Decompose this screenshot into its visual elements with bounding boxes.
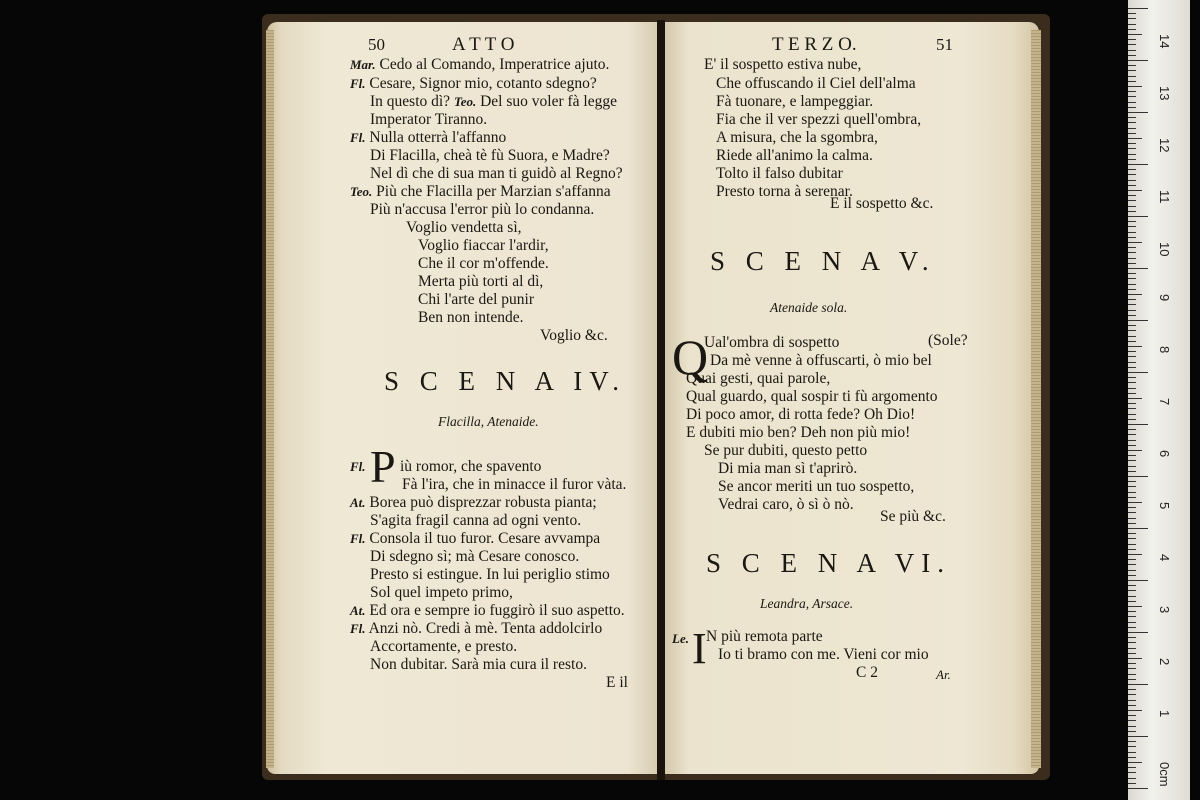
ruler-tick: [1128, 481, 1136, 482]
ruler-tick: [1128, 606, 1142, 607]
ruler-tick: [1128, 637, 1136, 638]
text-line: Fia che il ver spezzi quell'ombra,: [716, 111, 922, 128]
ruler-tick: [1128, 414, 1136, 415]
right-page-edges: [1031, 30, 1041, 768]
ruler-tick: [1128, 403, 1136, 404]
running-head: A T T O: [452, 34, 515, 55]
ruler-tick: [1128, 91, 1136, 92]
ruler-tick: [1128, 492, 1136, 493]
text-line: Io ti bramo con me. Vieni cor mio: [718, 646, 929, 663]
ruler-tick: [1128, 762, 1142, 763]
ruler-number: 5: [1157, 502, 1172, 510]
ruler-tick: [1128, 138, 1142, 139]
ruler-number: 0cm: [1157, 762, 1172, 787]
ruler-tick: [1128, 325, 1136, 326]
ruler-tick: [1128, 570, 1136, 571]
text-line: Da mè venne à offuscarti, ò mio bel: [710, 352, 932, 369]
text-line: Voglio vendetta sì,: [406, 219, 522, 236]
text-line: Di sdegno sì; mà Cesare conosco.: [370, 548, 580, 565]
left-page-edges: [266, 30, 274, 768]
text-line: Più n'accusa l'error più lo condanna.: [370, 201, 595, 218]
catchword: Ar.: [936, 667, 951, 682]
ruler-tick: [1128, 564, 1136, 565]
ruler-tick: [1128, 466, 1136, 467]
ruler-tick: [1128, 372, 1148, 373]
ruler-tick: [1128, 367, 1136, 368]
ruler-tick: [1128, 783, 1136, 784]
text-line: iù romor, che spavento: [400, 458, 542, 475]
ruler-tick: [1128, 336, 1136, 337]
ruler-tick: [1128, 273, 1136, 274]
ruler-tick: [1128, 476, 1148, 477]
ruler-tick: [1128, 206, 1136, 207]
ruler-tick: [1128, 616, 1136, 617]
text-line: Presto si estingue. In lui periglio stimo: [370, 566, 610, 583]
ruler-tick: [1128, 65, 1136, 66]
ruler-tick: [1128, 580, 1148, 581]
ruler-number: 9: [1157, 294, 1172, 302]
ruler-tick: [1128, 356, 1136, 357]
text-line: Riede all'animo la calma.: [716, 147, 873, 164]
drop-cap: Q: [672, 329, 709, 385]
ruler-tick: [1128, 8, 1148, 9]
ruler-number: 11: [1157, 190, 1172, 204]
ruler-tick: [1128, 237, 1136, 238]
ruler-tick: [1128, 554, 1142, 555]
ruler-tick: [1128, 575, 1136, 576]
ruler-tick: [1128, 190, 1142, 191]
ruler-tick: [1128, 601, 1136, 602]
ruler-number: 1: [1157, 710, 1172, 718]
measuring-ruler: [1128, 0, 1190, 800]
drop-cap: P: [370, 441, 396, 492]
ruler-tick: [1128, 278, 1136, 279]
text-line: Vedrai caro, ò sì ò nò.: [718, 496, 854, 513]
ruler-tick: [1128, 429, 1136, 430]
text-line: Qual guardo, qual sospir ti fù argomento: [686, 388, 938, 405]
text-line: Voglio &c.: [540, 327, 608, 344]
text-line: Merta più torti al dì,: [418, 273, 544, 290]
ruler-tick: [1128, 377, 1136, 378]
ruler-number: 6: [1157, 450, 1172, 458]
ruler-tick: [1128, 86, 1142, 87]
ruler-tick: [1128, 320, 1148, 321]
ruler-tick: [1128, 512, 1136, 513]
text-line: S'agita fragil canna ad ogni vento.: [370, 512, 582, 529]
ruler-tick: [1128, 674, 1136, 675]
text-line: Ben non intende.: [418, 309, 524, 326]
text-line: Se ancor meriti un tuo sospetto,: [718, 478, 915, 495]
ruler-tick: [1128, 310, 1136, 311]
ruler-tick: [1128, 502, 1142, 503]
text-line: Mar. Cedo al Comando, Imperatrice ajuto.: [350, 56, 610, 73]
ruler-tick: [1128, 60, 1148, 61]
ruler-tick: [1128, 221, 1136, 222]
ruler-number: 7: [1157, 398, 1172, 406]
ruler-tick: [1128, 107, 1136, 108]
ruler-tick: [1128, 497, 1136, 498]
ruler-tick: [1128, 96, 1136, 97]
text-line: Di poco amor, di rotta fede? Oh Dio!: [686, 406, 916, 423]
ruler-tick: [1128, 627, 1136, 628]
ruler-tick: [1128, 507, 1136, 508]
ruler-tick: [1128, 559, 1136, 560]
ruler-number: 4: [1157, 554, 1172, 562]
ruler-tick: [1128, 154, 1136, 155]
ruler-tick: [1128, 289, 1136, 290]
ruler-tick: [1128, 663, 1136, 664]
ruler-tick: [1128, 471, 1136, 472]
ruler-tick: [1128, 143, 1136, 144]
ruler-tick: [1128, 518, 1136, 519]
ruler-tick: [1128, 382, 1136, 383]
ruler-tick: [1128, 549, 1136, 550]
ruler-tick: [1128, 533, 1136, 534]
ruler-tick: [1128, 746, 1136, 747]
scene-characters: Flacilla, Atenaide.: [438, 414, 539, 429]
ruler-tick: [1128, 689, 1136, 690]
ruler-tick: [1128, 653, 1136, 654]
text-line: Fl. Cesare, Signor mio, cotanto sdegno?: [350, 75, 597, 92]
ruler-tick: [1128, 226, 1136, 227]
ruler-number: 12: [1157, 138, 1172, 153]
text-line: Presto torna à serenar.: [716, 183, 853, 200]
ruler-tick: [1128, 460, 1136, 461]
text-line: Fl. Consola il tuo furor. Cesare avvampa: [350, 530, 601, 547]
scene-title: S C E N A IV.: [384, 366, 627, 396]
ruler-tick: [1128, 122, 1136, 123]
ruler-tick: [1128, 24, 1136, 25]
scene-characters: Atenaide sola.: [770, 300, 848, 315]
ruler-tick: [1128, 252, 1136, 253]
ruler-tick: [1128, 523, 1136, 524]
ruler-tick: [1128, 710, 1142, 711]
ruler-tick: [1128, 247, 1136, 248]
ruler-tick: [1128, 13, 1136, 14]
ruler-tick: [1128, 258, 1136, 259]
text-line: At. Ed ora e sempre io fuggirò il suo aspetto.: [350, 602, 625, 619]
text-line: Che offuscando il Ciel dell'alma: [716, 75, 916, 92]
ruler-tick: [1128, 715, 1136, 716]
text-line: Accortamente, e presto.: [370, 638, 518, 655]
text-line: Se pur dubiti, questo petto: [704, 442, 868, 459]
ruler-tick: [1128, 731, 1136, 732]
signature-mark: C 2: [856, 664, 878, 681]
ruler-tick: [1128, 772, 1136, 773]
ruler-tick: [1128, 700, 1136, 701]
ruler-tick: [1128, 164, 1148, 165]
ruler-tick: [1128, 232, 1136, 233]
ruler-tick: [1128, 757, 1136, 758]
text-line: N più remota parte: [706, 628, 823, 645]
ruler-tick: [1128, 268, 1148, 269]
text-line: Teo. Più che Flacilla per Marzian s'affanna: [350, 183, 611, 200]
ruler-tick: [1128, 596, 1136, 597]
text-line: Fà l'ira, che in minacce il furor vàta.: [402, 476, 627, 493]
text-line: Nel dì che di sua man ti guidò al Regno?: [370, 165, 623, 182]
text-line: Fl. Anzi nò. Credi à mè. Tenta addolcirlo: [350, 620, 603, 637]
text-line: Voglio fiaccar l'ardir,: [418, 237, 549, 254]
ruler-tick: [1128, 668, 1136, 669]
text-line: Di mia man sì t'aprirò.: [718, 460, 858, 477]
ruler-tick: [1128, 632, 1148, 633]
ruler-tick: [1128, 50, 1136, 51]
ruler-tick: [1128, 694, 1136, 695]
ruler-tick: [1128, 117, 1136, 118]
ruler-tick: [1128, 590, 1136, 591]
text-line: Di Flacilla, cheà tè fù Suora, e Madre?: [370, 147, 610, 164]
ruler-tick: [1128, 341, 1136, 342]
ruler-tick: [1128, 159, 1136, 160]
ruler-tick: [1128, 486, 1136, 487]
ruler-tick: [1128, 200, 1136, 201]
ruler-number: 10: [1157, 242, 1172, 257]
scene-characters: Leandra, Arsace.: [760, 596, 854, 611]
ruler-number: 14: [1157, 34, 1172, 49]
ruler-tick: [1128, 726, 1136, 727]
text-line: Che il cor m'offende.: [418, 255, 549, 272]
ruler-tick: [1128, 39, 1136, 40]
ruler-tick: [1128, 70, 1136, 71]
ruler-tick: [1128, 304, 1136, 305]
ruler-tick: [1128, 788, 1148, 789]
ruler-tick: [1128, 778, 1136, 779]
ruler-tick: [1128, 611, 1136, 612]
text-line: (Sole?: [928, 332, 968, 349]
ruler-tick: [1128, 393, 1136, 394]
text-line: In questo dì? Teo. Del suo voler fà legge: [370, 93, 617, 110]
ruler-tick: [1128, 216, 1148, 217]
text-line: Sol quel impeto primo,: [370, 584, 513, 601]
ruler-tick: [1128, 128, 1136, 129]
ruler-tick: [1128, 102, 1136, 103]
ruler-tick: [1128, 18, 1136, 19]
ruler-tick: [1128, 29, 1136, 30]
ruler-tick: [1128, 445, 1136, 446]
speaker-label: Fl.: [350, 459, 366, 474]
ruler-tick: [1128, 185, 1136, 186]
text-line: Fà tuonare, e lampeggiar.: [716, 93, 874, 110]
ruler-tick: [1128, 408, 1136, 409]
ruler-number: 8: [1157, 346, 1172, 354]
ruler-tick: [1128, 684, 1148, 685]
ruler-tick: [1128, 398, 1142, 399]
ruler-tick: [1128, 736, 1148, 737]
ruler-tick: [1128, 455, 1136, 456]
ruler-tick: [1128, 169, 1136, 170]
ruler-tick: [1128, 211, 1136, 212]
ruler-tick: [1128, 767, 1136, 768]
text-line: At. Borea può disprezzar robusta pianta;: [350, 494, 597, 511]
text-line: A misura, che la sgombra,: [716, 129, 878, 146]
ruler-tick: [1128, 148, 1136, 149]
text-line: E' il sospetto estiva nube,: [704, 56, 862, 73]
ruler-tick: [1128, 752, 1136, 753]
ruler-tick: [1128, 720, 1136, 721]
ruler-tick: [1128, 419, 1136, 420]
ruler-tick: [1128, 622, 1136, 623]
ruler-number: 13: [1157, 86, 1172, 101]
ruler-tick: [1128, 76, 1136, 77]
text-line: E il sospetto &c.: [830, 195, 934, 212]
ruler-tick: [1128, 133, 1136, 134]
ruler-tick: [1128, 388, 1136, 389]
text-line: E dubiti mio ben? Deh non più mio!: [686, 424, 911, 441]
page-number: 50: [368, 35, 385, 54]
text-line: Fl. Nulla otterrà l'affanno: [350, 129, 507, 146]
text-line: Chi l'arte del punir: [418, 291, 535, 308]
ruler-tick: [1128, 538, 1136, 539]
ruler-tick: [1128, 642, 1136, 643]
ruler-tick: [1128, 34, 1142, 35]
ruler-tick: [1128, 450, 1142, 451]
catchword: E il: [606, 674, 628, 691]
ruler-tick: [1128, 315, 1136, 316]
ruler-tick: [1128, 346, 1142, 347]
ruler-number: 3: [1157, 606, 1172, 614]
ruler-tick: [1128, 180, 1136, 181]
ruler-tick: [1128, 648, 1136, 649]
text-line: Ual'ombra di sospetto: [704, 334, 840, 351]
text-line: Tolto il falso dubitar: [716, 165, 843, 182]
ruler-tick: [1128, 705, 1136, 706]
ruler-tick: [1128, 299, 1136, 300]
ruler-tick: [1128, 174, 1136, 175]
ruler-tick: [1128, 330, 1136, 331]
text-line: Quai gesti, quai parole,: [686, 370, 831, 387]
ruler-tick: [1128, 362, 1136, 363]
scene-title: S C E N A VI.: [706, 548, 952, 578]
ruler-tick: [1128, 528, 1148, 529]
ruler-tick: [1128, 55, 1136, 56]
ruler-tick: [1128, 351, 1136, 352]
speaker-label: Le.: [672, 631, 689, 646]
scene-title: S C E N A V.: [710, 246, 936, 276]
book-gutter: [657, 20, 665, 780]
ruler-tick: [1128, 424, 1148, 425]
ruler-tick: [1128, 294, 1142, 295]
ruler-tick: [1128, 679, 1136, 680]
ruler-number: 2: [1157, 658, 1172, 666]
text-line: Non dubitar. Sarà mia cura il resto.: [370, 656, 587, 673]
ruler-tick: [1128, 44, 1136, 45]
ruler-tick: [1128, 195, 1136, 196]
ruler-tick: [1128, 242, 1142, 243]
text-line: Se più &c.: [880, 508, 946, 525]
ruler-tick: [1128, 544, 1136, 545]
ruler-tick: [1128, 81, 1136, 82]
ruler-tick: [1128, 112, 1148, 113]
text-line: Imperator Tiranno.: [370, 111, 488, 128]
page-number: 51: [936, 35, 953, 54]
ruler-tick: [1128, 284, 1136, 285]
ruler-tick: [1128, 658, 1142, 659]
ruler-tick: [1128, 585, 1136, 586]
running-head: T E R Z O.: [772, 34, 857, 55]
ruler-tick: [1128, 434, 1136, 435]
ruler-tick: [1128, 263, 1136, 264]
drop-cap: I: [692, 624, 707, 673]
ruler-tick: [1128, 440, 1136, 441]
ruler-tick: [1128, 741, 1136, 742]
